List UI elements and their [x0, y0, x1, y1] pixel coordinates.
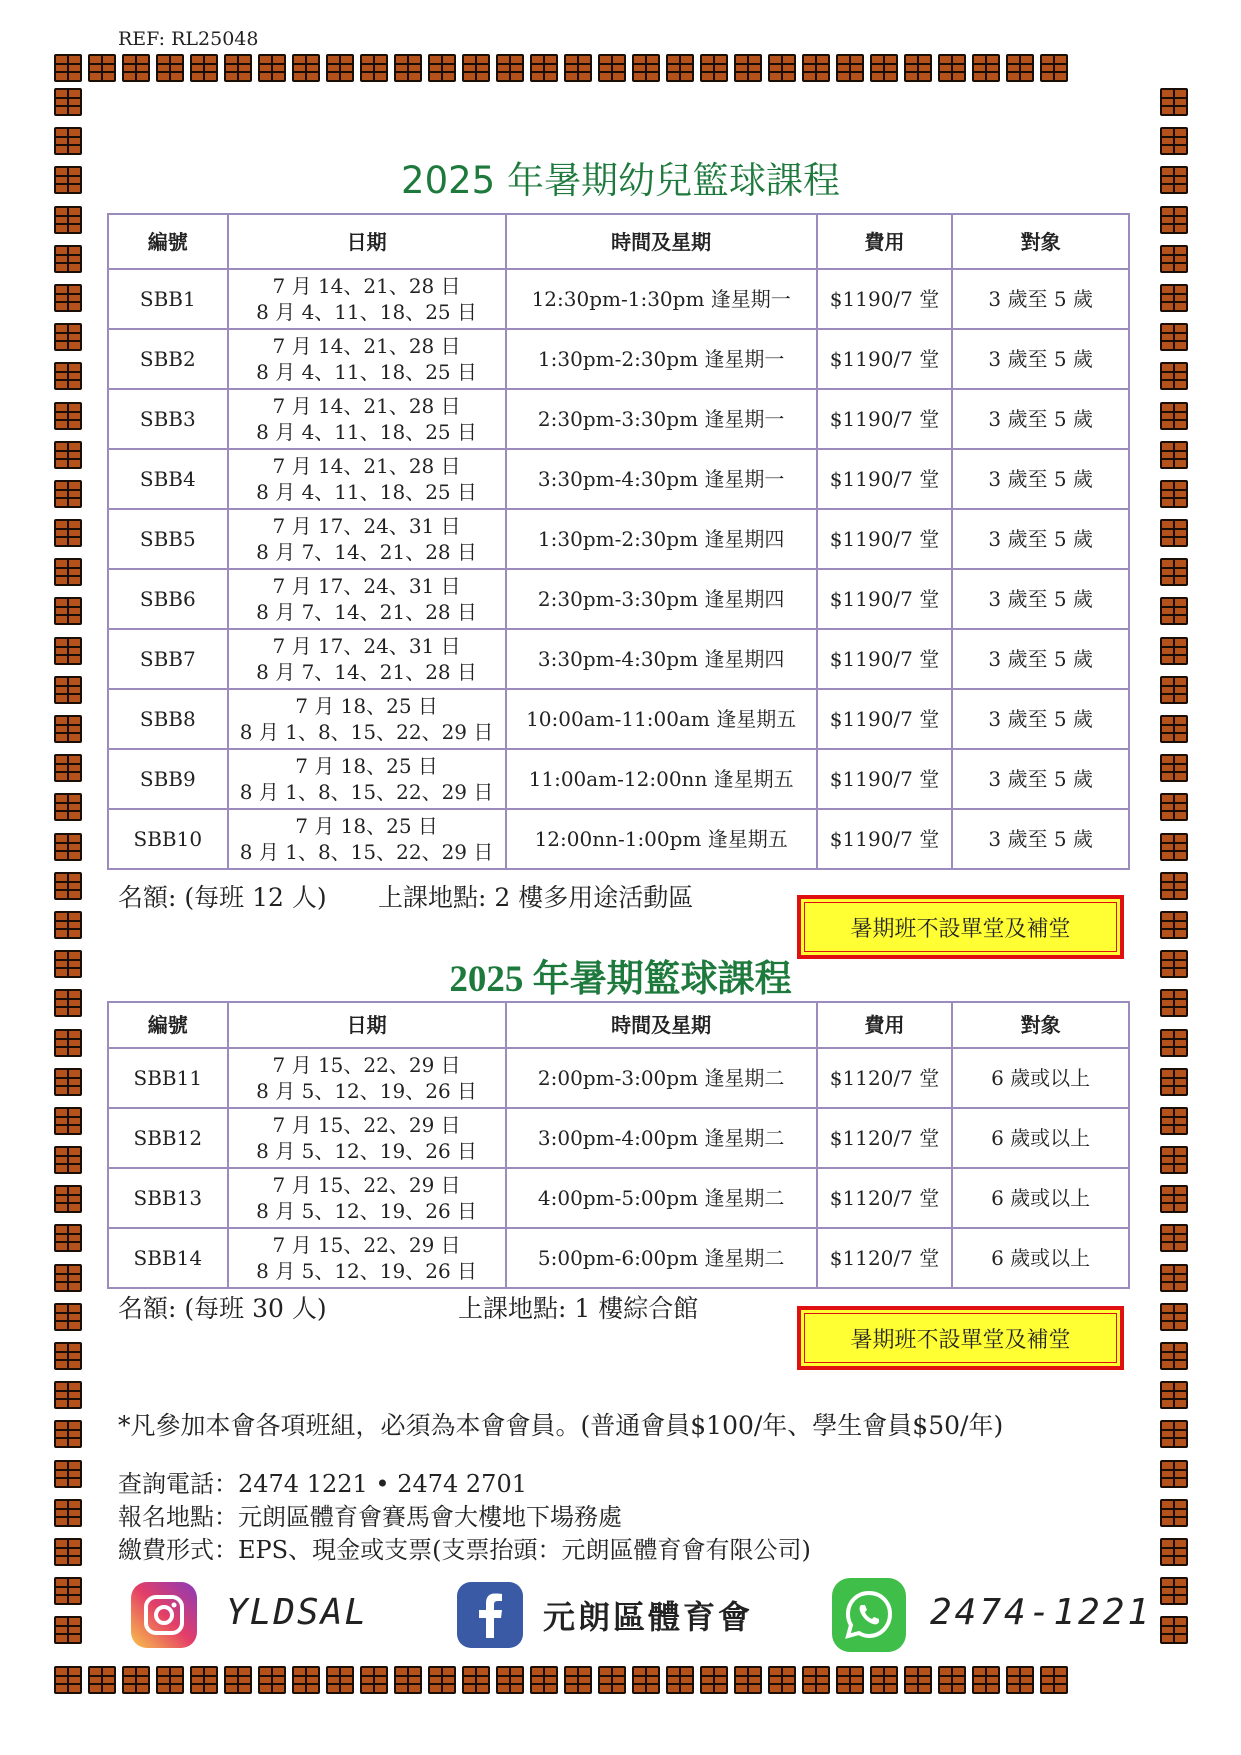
course-dates — [228, 1168, 506, 1228]
brick-tile — [1160, 1381, 1188, 1409]
brick-tile — [768, 1666, 796, 1694]
dates-july: 7 月 15、22、29 日 — [272, 1113, 461, 1137]
brick-tile — [54, 1146, 82, 1174]
brick-tile — [54, 1303, 82, 1331]
header-date: 日期 — [228, 214, 506, 269]
course-code: SBB7 — [108, 629, 228, 689]
course-time: 4:00pm-5:00pm 逢星期二 — [506, 1168, 817, 1228]
brick-tile — [700, 54, 728, 82]
brick-tile — [1160, 1420, 1188, 1448]
course-time: 10:00am-11:00am 逢星期五 — [506, 689, 817, 749]
dates-july: 7 月 18、25 日 — [295, 754, 438, 778]
table-header-row — [108, 1002, 1129, 1048]
course1-table — [107, 213, 1130, 870]
course-dates — [228, 509, 506, 569]
brick-tile — [734, 54, 762, 82]
brick-tile — [54, 676, 82, 704]
table-row — [108, 1048, 1129, 1108]
brick-tile — [54, 754, 82, 782]
brick-tile — [904, 54, 932, 82]
brick-tile — [1160, 754, 1188, 782]
brick-tile — [54, 323, 82, 351]
brick-tile — [938, 54, 966, 82]
course-code: SBB9 — [108, 749, 228, 809]
table-row — [108, 809, 1129, 869]
whatsapp-icon[interactable] — [832, 1578, 906, 1652]
brick-tile — [836, 54, 864, 82]
brick-tile — [54, 715, 82, 743]
registration-location: 報名地點：元朗區體育會賽馬會大樓地下場務處 — [118, 1503, 622, 1531]
brick-tile — [54, 362, 82, 390]
course-target: 3 歲至 5 歲 — [952, 509, 1129, 569]
course-code: SBB1 — [108, 269, 228, 329]
brick-tile — [54, 911, 82, 939]
brick-tile — [598, 54, 626, 82]
brick-tile — [768, 54, 796, 82]
dates-august: 8 月 1、8、15、22、29 日 — [239, 720, 494, 744]
dates-july: 7 月 15、22、29 日 — [272, 1053, 461, 1077]
brick-tile — [224, 1666, 252, 1694]
course-code: SBB6 — [108, 569, 228, 629]
table-header-row — [108, 214, 1129, 269]
dates-july: 7 月 14、21、28 日 — [272, 454, 461, 478]
brick-tile — [54, 872, 82, 900]
brick-tile — [156, 54, 184, 82]
brick-tile — [122, 1666, 150, 1694]
brick-tile — [1160, 245, 1188, 273]
brick-tile — [632, 54, 660, 82]
course-target: 3 歲至 5 歲 — [952, 269, 1129, 329]
course-code: SBB4 — [108, 449, 228, 509]
course-dates — [228, 389, 506, 449]
course-time: 2:30pm-3:30pm 逢星期一 — [506, 389, 817, 449]
brick-tile — [54, 206, 82, 234]
header-fee: 費用 — [817, 214, 953, 269]
brick-tile — [870, 54, 898, 82]
brick-tile — [1160, 1185, 1188, 1213]
brick-tile — [1160, 480, 1188, 508]
brick-tile — [292, 54, 320, 82]
table-row — [108, 329, 1129, 389]
brick-tile — [326, 1666, 354, 1694]
dates-august: 8 月 5、12、19、26 日 — [256, 1079, 478, 1103]
brick-tile — [1160, 1577, 1188, 1605]
brick-tile — [54, 1420, 82, 1448]
brick-tile — [156, 1666, 184, 1694]
brick-tile — [54, 1029, 82, 1057]
brick-tile — [54, 1499, 82, 1527]
course-target: 3 歲至 5 歲 — [952, 329, 1129, 389]
payment-method: 繳費形式：EPS、現金或支票(支票抬頭：元朗區體育會有限公司) — [118, 1536, 811, 1564]
brick-tile — [360, 1666, 388, 1694]
brick-tile — [1160, 88, 1188, 116]
brick-tile — [54, 637, 82, 665]
header-time: 時間及星期 — [506, 214, 817, 269]
dates-july: 7 月 17、24、31 日 — [272, 574, 461, 598]
course-dates — [228, 269, 506, 329]
course-code: SBB13 — [108, 1168, 228, 1228]
brick-tile — [1006, 1666, 1034, 1694]
brick-tile — [54, 441, 82, 469]
course-fee: $1190/7 堂 — [817, 269, 953, 329]
course-fee: $1120/7 堂 — [817, 1048, 953, 1108]
course1-quota: 名額: (每班 12 人) — [118, 883, 327, 912]
brick-tile — [1160, 715, 1188, 743]
course-code: SBB14 — [108, 1228, 228, 1288]
dates-august: 8 月 7、14、21、28 日 — [256, 600, 478, 624]
brick-tile — [122, 54, 150, 82]
course2-notice: 暑期班不設單堂及補堂 — [797, 1306, 1124, 1370]
course-fee: $1190/7 堂 — [817, 809, 953, 869]
course-fee: $1120/7 堂 — [817, 1228, 953, 1288]
course-time: 3:30pm-4:30pm 逢星期一 — [506, 449, 817, 509]
dates-august: 8 月 7、14、21、28 日 — [256, 540, 478, 564]
course-fee: $1120/7 堂 — [817, 1108, 953, 1168]
table-row — [108, 629, 1129, 689]
instagram-icon[interactable] — [131, 1582, 197, 1648]
brick-tile — [54, 1460, 82, 1488]
course-fee: $1190/7 堂 — [817, 689, 953, 749]
brick-tile — [54, 793, 82, 821]
brick-tile — [88, 1666, 116, 1694]
dates-august: 8 月 5、12、19、26 日 — [256, 1259, 478, 1283]
brick-tile — [54, 1616, 82, 1644]
course-target: 3 歲至 5 歲 — [952, 809, 1129, 869]
dates-august: 8 月 4、11、18、25 日 — [256, 300, 478, 324]
brick-tile — [1006, 54, 1034, 82]
brick-tile — [428, 54, 456, 82]
brick-tile — [1160, 284, 1188, 312]
brick-tile — [598, 1666, 626, 1694]
brick-tile — [1160, 1264, 1188, 1292]
brick-tile — [292, 1666, 320, 1694]
dates-august: 8 月 1、8、15、22、29 日 — [239, 840, 494, 864]
course-target: 6 歲或以上 — [952, 1108, 1129, 1168]
course-time: 12:30pm-1:30pm 逢星期一 — [506, 269, 817, 329]
brick-tile — [938, 1666, 966, 1694]
brick-tile — [54, 1577, 82, 1605]
brick-tile — [462, 1666, 490, 1694]
brick-tile — [258, 54, 286, 82]
header-target: 對象 — [952, 214, 1129, 269]
course1-notice: 暑期班不設單堂及補堂 — [797, 895, 1124, 959]
brick-tile — [54, 1185, 82, 1213]
course-fee: $1190/7 堂 — [817, 629, 953, 689]
dates-july: 7 月 14、21、28 日 — [272, 334, 461, 358]
brick-tile — [54, 54, 82, 82]
brick-tile — [496, 1666, 524, 1694]
course-dates — [228, 329, 506, 389]
course-dates — [228, 629, 506, 689]
course-fee: $1120/7 堂 — [817, 1168, 953, 1228]
course-target: 6 歲或以上 — [952, 1228, 1129, 1288]
dates-august: 8 月 5、12、19、26 日 — [256, 1199, 478, 1223]
brick-tile — [1160, 1460, 1188, 1488]
table-row — [108, 509, 1129, 569]
brick-tile — [1160, 872, 1188, 900]
brick-tile — [1160, 1029, 1188, 1057]
course-time: 12:00nn-1:00pm 逢星期五 — [506, 809, 817, 869]
header-code: 編號 — [108, 214, 228, 269]
brick-tile — [496, 54, 524, 82]
brick-tile — [54, 1264, 82, 1292]
header-date: 日期 — [228, 1002, 506, 1048]
brick-tile — [1160, 1107, 1188, 1135]
brick-tile — [54, 284, 82, 312]
course-dates — [228, 809, 506, 869]
brick-tile — [54, 833, 82, 861]
course-code: SBB3 — [108, 389, 228, 449]
dates-july: 7 月 15、22、29 日 — [272, 1233, 461, 1257]
facebook-icon[interactable] — [457, 1582, 523, 1648]
brick-tile — [258, 1666, 286, 1694]
course-code: SBB8 — [108, 689, 228, 749]
course-time: 3:30pm-4:30pm 逢星期四 — [506, 629, 817, 689]
brick-tile — [1160, 206, 1188, 234]
brick-tile — [462, 54, 490, 82]
course1-title: 2025 年暑期幼兒籃球課程 — [401, 159, 840, 202]
course-fee: $1190/7 堂 — [817, 389, 953, 449]
brick-tile — [700, 1666, 728, 1694]
brick-tile — [54, 519, 82, 547]
dates-july: 7 月 17、24、31 日 — [272, 514, 461, 538]
brick-tile — [564, 54, 592, 82]
course-dates — [228, 449, 506, 509]
brick-tile — [1160, 1538, 1188, 1566]
course-code: SBB5 — [108, 509, 228, 569]
brick-tile — [190, 1666, 218, 1694]
header-target: 對象 — [952, 1002, 1129, 1048]
header-fee: 費用 — [817, 1002, 953, 1048]
course-dates — [228, 1048, 506, 1108]
reference-number: REF: RL25048 — [118, 28, 259, 50]
dates-august: 8 月 4、11、18、25 日 — [256, 480, 478, 504]
brick-tile — [1160, 597, 1188, 625]
brick-tile — [666, 1666, 694, 1694]
course-time: 3:00pm-4:00pm 逢星期二 — [506, 1108, 817, 1168]
table-row — [108, 389, 1129, 449]
brick-tile — [1160, 911, 1188, 939]
dates-august: 8 月 1、8、15、22、29 日 — [239, 780, 494, 804]
course-dates — [228, 1228, 506, 1288]
brick-tile — [1040, 54, 1068, 82]
brick-tile — [54, 480, 82, 508]
course-fee: $1190/7 堂 — [817, 749, 953, 809]
course-target: 3 歲至 5 歲 — [952, 569, 1129, 629]
table-row — [108, 1108, 1129, 1168]
brick-tile — [530, 54, 558, 82]
brick-tile — [564, 1666, 592, 1694]
course-fee: $1190/7 堂 — [817, 509, 953, 569]
brick-tile — [54, 1381, 82, 1409]
dates-july: 7 月 17、24、31 日 — [272, 634, 461, 658]
brick-tile — [972, 54, 1000, 82]
header-code: 編號 — [108, 1002, 228, 1048]
brick-tile — [666, 54, 694, 82]
course-target: 6 歲或以上 — [952, 1048, 1129, 1108]
course2-venue: 上課地點: 1 樓綜合館 — [458, 1294, 699, 1323]
brick-tile — [54, 1068, 82, 1096]
course-code: SBB11 — [108, 1048, 228, 1108]
facebook-name[interactable]: 元朗區體育會 — [543, 1598, 754, 1636]
dates-august: 8 月 7、14、21、28 日 — [256, 660, 478, 684]
brick-tile — [734, 1666, 762, 1694]
brick-tile — [54, 597, 82, 625]
course2-quota: 名額: (每班 30 人) — [118, 1294, 327, 1323]
brick-tile — [428, 1666, 456, 1694]
course-target: 3 歲至 5 歲 — [952, 389, 1129, 449]
brick-tile — [1160, 323, 1188, 351]
brick-tile — [1160, 1303, 1188, 1331]
course1-venue: 上課地點: 2 樓多用途活動區 — [378, 883, 694, 912]
course-code: SBB2 — [108, 329, 228, 389]
brick-tile — [972, 1666, 1000, 1694]
course-target: 6 歲或以上 — [952, 1168, 1129, 1228]
brick-tile — [1160, 793, 1188, 821]
header-time: 時間及星期 — [506, 1002, 817, 1048]
course-fee: $1190/7 堂 — [817, 569, 953, 629]
table-row — [108, 1168, 1129, 1228]
brick-tile — [1160, 441, 1188, 469]
brick-tile — [1160, 1342, 1188, 1370]
course-fee: $1190/7 堂 — [817, 329, 953, 389]
course2-title: 2025 年暑期籃球課程 — [449, 959, 792, 1000]
dates-july: 7 月 14、21、28 日 — [272, 274, 461, 298]
brick-tile — [1160, 637, 1188, 665]
course-fee: $1190/7 堂 — [817, 449, 953, 509]
course-time: 2:00pm-3:00pm 逢星期二 — [506, 1048, 817, 1108]
brick-tile — [360, 54, 388, 82]
course-time: 11:00am-12:00nn 逢星期五 — [506, 749, 817, 809]
brick-tile — [904, 1666, 932, 1694]
table-row — [108, 749, 1129, 809]
course-dates — [228, 749, 506, 809]
brick-tile — [54, 558, 82, 586]
brick-tile — [1160, 362, 1188, 390]
dates-august: 8 月 4、11、18、25 日 — [256, 420, 478, 444]
brick-tile — [54, 1107, 82, 1135]
brick-tile — [88, 54, 116, 82]
course-dates — [228, 1108, 506, 1168]
brick-tile — [54, 88, 82, 116]
course-time: 2:30pm-3:30pm 逢星期四 — [506, 569, 817, 629]
course-code: SBB12 — [108, 1108, 228, 1168]
brick-tile — [1160, 1616, 1188, 1644]
course2-table — [107, 1001, 1130, 1289]
brick-tile — [1160, 676, 1188, 704]
table-row — [108, 269, 1129, 329]
brick-tile — [54, 1342, 82, 1370]
dates-july: 7 月 15、22、29 日 — [272, 1173, 461, 1197]
dates-july: 7 月 18、25 日 — [295, 694, 438, 718]
brick-tile — [836, 1666, 864, 1694]
brick-tile — [54, 402, 82, 430]
course-target: 3 歲至 5 歲 — [952, 449, 1129, 509]
brick-tile — [1160, 1146, 1188, 1174]
brick-tile — [1040, 1666, 1068, 1694]
brick-tile — [1160, 1499, 1188, 1527]
whatsapp-number[interactable]: 2474-1221 — [930, 1592, 1153, 1633]
brick-tile — [632, 1666, 660, 1694]
brick-tile — [54, 1666, 82, 1694]
table-row — [108, 449, 1129, 509]
course-code: SBB10 — [108, 809, 228, 869]
course-dates — [228, 569, 506, 629]
course-time: 5:00pm-6:00pm 逢星期二 — [506, 1228, 817, 1288]
table-row — [108, 569, 1129, 629]
brick-tile — [54, 1224, 82, 1252]
brick-tile — [1160, 402, 1188, 430]
dates-august: 8 月 4、11、18、25 日 — [256, 360, 478, 384]
brick-tile — [1160, 558, 1188, 586]
enquiry-phone: 查詢電話：2474 1221 • 2474 2701 — [118, 1470, 527, 1498]
brick-tile — [190, 54, 218, 82]
brick-tile — [326, 54, 354, 82]
brick-tile — [802, 54, 830, 82]
brick-tile — [54, 245, 82, 273]
brick-tile — [1160, 1224, 1188, 1252]
brick-tile — [1160, 519, 1188, 547]
instagram-handle[interactable]: YLDSAL — [226, 1592, 369, 1633]
course-target: 3 歲至 5 歲 — [952, 629, 1129, 689]
brick-tile — [54, 1538, 82, 1566]
membership-note: *凡參加本會各項班組，必須為本會會員。(普通會員$100/年、學生會員$50/年) — [118, 1411, 1004, 1440]
dates-august: 8 月 5、12、19、26 日 — [256, 1139, 478, 1163]
brick-tile — [530, 1666, 558, 1694]
brick-tile — [394, 54, 422, 82]
dates-july: 7 月 14、21、28 日 — [272, 394, 461, 418]
course-dates — [228, 689, 506, 749]
brick-tile — [1160, 1068, 1188, 1096]
course-time: 1:30pm-2:30pm 逢星期四 — [506, 509, 817, 569]
course-target: 3 歲至 5 歲 — [952, 749, 1129, 809]
table-row — [108, 1228, 1129, 1288]
brick-tile — [1160, 833, 1188, 861]
dates-july: 7 月 18、25 日 — [295, 814, 438, 838]
course-target: 3 歲至 5 歲 — [952, 689, 1129, 749]
brick-tile — [224, 54, 252, 82]
course-time: 1:30pm-2:30pm 逢星期一 — [506, 329, 817, 389]
brick-tile — [870, 1666, 898, 1694]
brick-tile — [802, 1666, 830, 1694]
table-row — [108, 689, 1129, 749]
brick-tile — [394, 1666, 422, 1694]
